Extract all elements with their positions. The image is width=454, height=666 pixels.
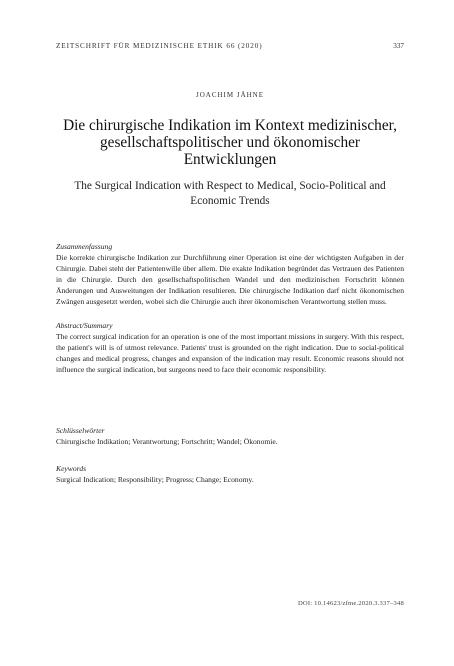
schluesselwoerter-section [56,425,404,447]
schluesselwoerter-heading: Schlüsselwörter [56,426,105,435]
journal-reference: ZEITSCHRIFT FÜR MEDIZINISCHE ETHIK 66 (2020) [56,42,263,50]
schluesselwoerter-text: Chirurgische Indikation; Verantwortung; Fortschritt; Wandel; Ökonomie. [56,437,278,446]
abstract-section [56,320,404,375]
keywords-heading: Keywords [56,464,87,473]
running-head [56,42,404,50]
article-title-english: The Surgical Indication with Respect to Medical, Socio-Political and Economic Trends [74,180,386,207]
keywords-section [56,463,404,485]
zusammenfassung-section [56,241,404,307]
zusammenfassung-text: Die korrekte chirurgische Indikation zur Durchführung einer Operation ist eine der wichtigsten Aufgaben in der Chirurgie. Dabei steht der Patientenwille über allem. Die exakte Indikation begründet das Vertrauen des Patienten in die Chirurgie. Durch den gesellschaftspolitischen Wandel und den medizinischen Fortschritt können Änderungen und Ausweitungen der Indikation resultieren. Die chirurgische Indikation darf nicht ökonomischen Zwängen ausgesetzt werden, wobei sich die Chirurgie auch ihrer ökonomischen Verantwortung stellen muss. [56,253,404,306]
author-name: JOACHIM JÄHNE [195,91,265,99]
doi-reference: DOI: 10.14623/zfme.2020.3.337–348 [297,600,404,607]
abstract-text: The correct surgical indication for an operation is one of the most important missions in surgery. With this respect, the patient's will is of utmost relevance. Patients' trust is grounded on the right indication. Due to social-political changes and medical progress, changes and expansion of the indication may result. Economic reasons should not influence the surgical indication, but surgeons need to face their economic responsibility. [56,332,404,374]
page-number: 337 [393,42,404,50]
keywords-text: Surgical Indication; Responsibility; Progress; Change; Economy. [56,475,254,484]
zusammenfassung-heading: Zusammenfassung [56,242,113,251]
journal-page [56,0,404,666]
article-title-german: Die chirurgische Indikation im Kontext medizinischer, gesellschaftspolitischer und ökonomischer Entwicklungen [63,117,397,168]
abstract-heading: Abstract/Summary [56,321,113,330]
